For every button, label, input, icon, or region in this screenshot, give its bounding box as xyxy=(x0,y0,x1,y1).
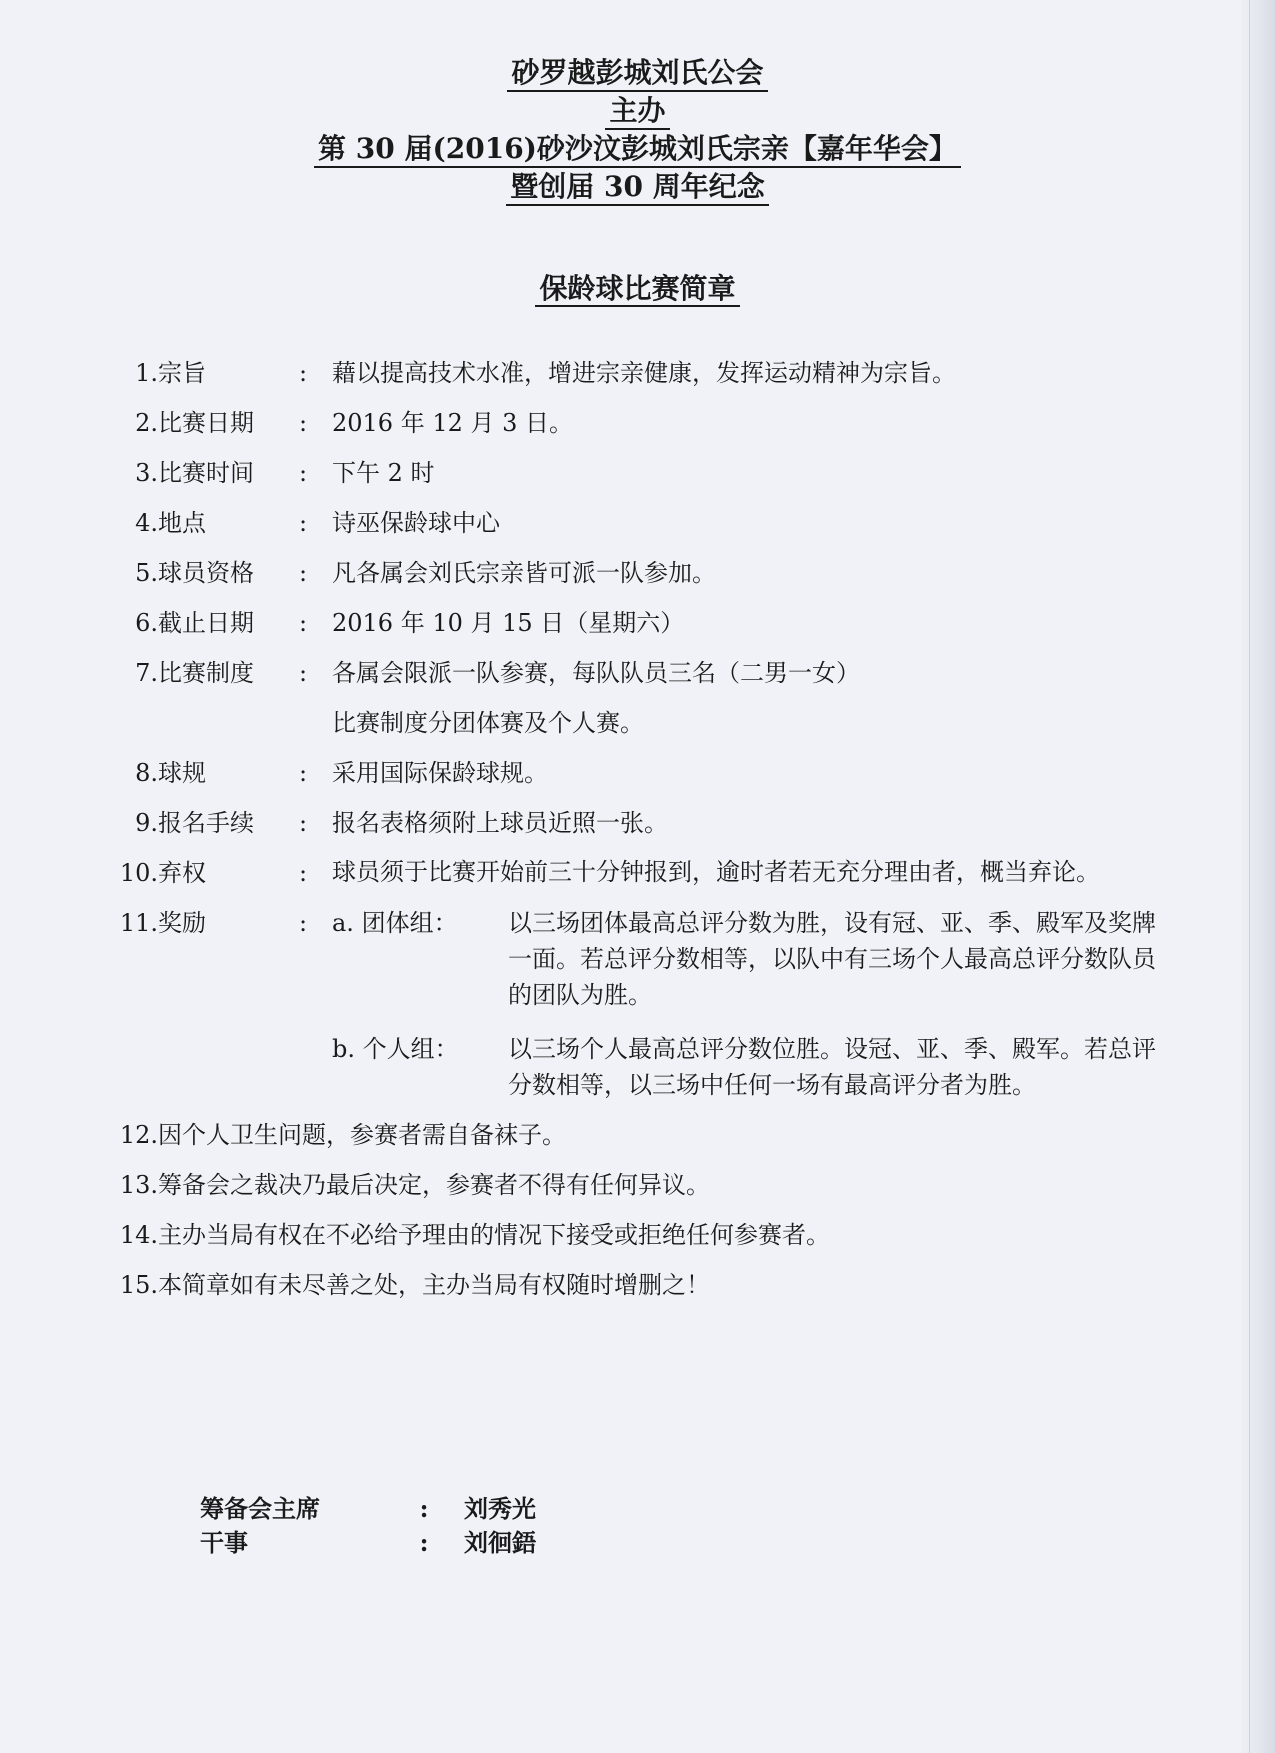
clause-text: 下午 2 时 xyxy=(332,459,435,487)
note-number: 12. xyxy=(119,1121,158,1149)
award-individual-text: 以三场个人最高总评分数位胜。设冠、亚、季、殿军。若总评分数相等，以三场中任何一场有最高评分者为胜。 xyxy=(508,1035,1156,1099)
clause-text-continued: 比赛制度分团体赛及个人赛。 xyxy=(332,709,644,737)
signature-colon: : xyxy=(419,1528,429,1557)
clause-colon: : xyxy=(298,409,308,437)
clause-text: 凡各属会刘氏宗亲皆可派一队参加。 xyxy=(332,559,716,587)
signature-role: 干事 xyxy=(200,1528,248,1557)
clause-format xyxy=(112,655,1192,741)
clause-venue xyxy=(112,505,1192,541)
clause-text: 2016 年 10 月 15 日（星期六） xyxy=(332,609,685,637)
clause-deadline xyxy=(112,605,1192,641)
clause-forfeit xyxy=(112,855,1192,891)
note-amendment xyxy=(112,1267,1192,1303)
award-individual-label: b. 个人组： xyxy=(332,1035,459,1063)
clause-label: 地点 xyxy=(158,509,206,537)
clause-text: 各属会限派一队参赛，每队队员三名（二男一女） xyxy=(332,659,860,687)
clause-purpose xyxy=(112,355,1192,391)
clause-text: 藉以提高技术水准，增进宗亲健康，发挥运动精神为宗旨。 xyxy=(332,359,956,387)
clause-text: 2016 年 12 月 3 日。 xyxy=(332,409,574,437)
clause-label: 截止日期 xyxy=(158,609,254,637)
header-anniversary: 暨创届 30 周年纪念 xyxy=(0,169,1275,207)
clause-text: 诗巫保龄球中心 xyxy=(332,509,500,537)
signature-name: 刘徊鋙 xyxy=(464,1528,536,1557)
clause-colon: : xyxy=(298,459,308,487)
clause-colon: : xyxy=(298,509,308,537)
signature-role: 筹备会主席 xyxy=(200,1494,320,1523)
clause-number: 1. xyxy=(135,359,158,387)
clause-label: 比赛日期 xyxy=(158,409,254,437)
note-text: 主办当局有权在不必给予理由的情况下接受或拒绝任何参赛者。 xyxy=(158,1221,830,1249)
header-organizer-name: 砂罗越彭城刘氏公会 xyxy=(0,55,1275,93)
clause-colon: : xyxy=(298,859,308,887)
award-team-label: a. 团体组： xyxy=(332,909,458,937)
clause-colon: : xyxy=(298,759,308,787)
clause-label: 奖励 xyxy=(158,909,206,937)
document-title: 保龄球比赛简章 xyxy=(0,267,1275,307)
award-team xyxy=(332,905,1192,1013)
note-text: 因个人卫生问题，参赛者需自备袜子。 xyxy=(158,1121,566,1149)
clause-label: 球员资格 xyxy=(158,559,254,587)
clause-list xyxy=(112,355,1192,1317)
note-number: 14. xyxy=(119,1221,158,1249)
note-number: 13. xyxy=(119,1171,158,1199)
clause-label: 弃权 xyxy=(158,859,206,887)
clause-text: 报名表格须附上球员近照一张。 xyxy=(332,809,668,837)
clause-eligibility xyxy=(112,555,1192,591)
clause-number: 5. xyxy=(135,559,158,587)
clause-rules xyxy=(112,755,1192,791)
note-text: 本简章如有未尽善之处，主办当局有权随时增删之！ xyxy=(158,1271,710,1299)
clause-colon: : xyxy=(298,559,308,587)
clause-number: 3. xyxy=(135,459,158,487)
clause-number: 6. xyxy=(135,609,158,637)
clause-colon: : xyxy=(298,909,308,937)
clause-label: 比赛时间 xyxy=(158,459,254,487)
clause-label: 报名手续 xyxy=(158,809,254,837)
header-event-name: 第 30 届(2016)砂沙汶彭城刘氏宗亲【嘉年华会】 xyxy=(0,131,1275,169)
clause-number: 8. xyxy=(135,759,158,787)
clause-colon: : xyxy=(298,809,308,837)
clause-number: 7. xyxy=(135,659,158,687)
note-number: 15. xyxy=(119,1271,158,1299)
document-header xyxy=(0,55,1275,207)
clause-colon: : xyxy=(298,659,308,687)
clause-number: 2. xyxy=(135,409,158,437)
clause-time xyxy=(112,455,1192,491)
note-acceptance xyxy=(112,1217,1192,1253)
clause-colon: : xyxy=(298,359,308,387)
page-edge xyxy=(1241,0,1275,1753)
clause-number: 4. xyxy=(135,509,158,537)
clause-text: 球员须于比赛开始前三十分钟报到，逾时者若无充分理由者，概当弃论。 xyxy=(332,858,1100,886)
clause-number: 10. xyxy=(119,859,158,887)
note-decision xyxy=(112,1167,1192,1203)
header-host-label: 主办 xyxy=(0,93,1275,131)
clause-number: 11. xyxy=(119,909,158,937)
note-text: 筹备会之裁决乃最后决定，参赛者不得有任何异议。 xyxy=(158,1171,710,1199)
clause-label: 比赛制度 xyxy=(158,659,254,687)
award-team-text: 以三场团体最高总评分数为胜，设有冠、亚、季、殿军及奖牌一面。若总评分数相等，以队中有三场个人最高总评分数队员的团队为胜。 xyxy=(508,909,1156,1009)
clause-label: 宗旨 xyxy=(158,359,206,387)
signature-name: 刘秀光 xyxy=(464,1494,536,1523)
signature-colon: : xyxy=(419,1494,429,1523)
clause-label: 球规 xyxy=(158,759,206,787)
clause-awards xyxy=(112,905,1192,1103)
clause-text: 采用国际保龄球规。 xyxy=(332,759,548,787)
clause-date xyxy=(112,405,1192,441)
award-individual xyxy=(332,1031,1192,1103)
clause-colon: : xyxy=(298,609,308,637)
clause-registration xyxy=(112,805,1192,841)
clause-number: 9. xyxy=(135,809,158,837)
note-socks xyxy=(112,1117,1192,1153)
